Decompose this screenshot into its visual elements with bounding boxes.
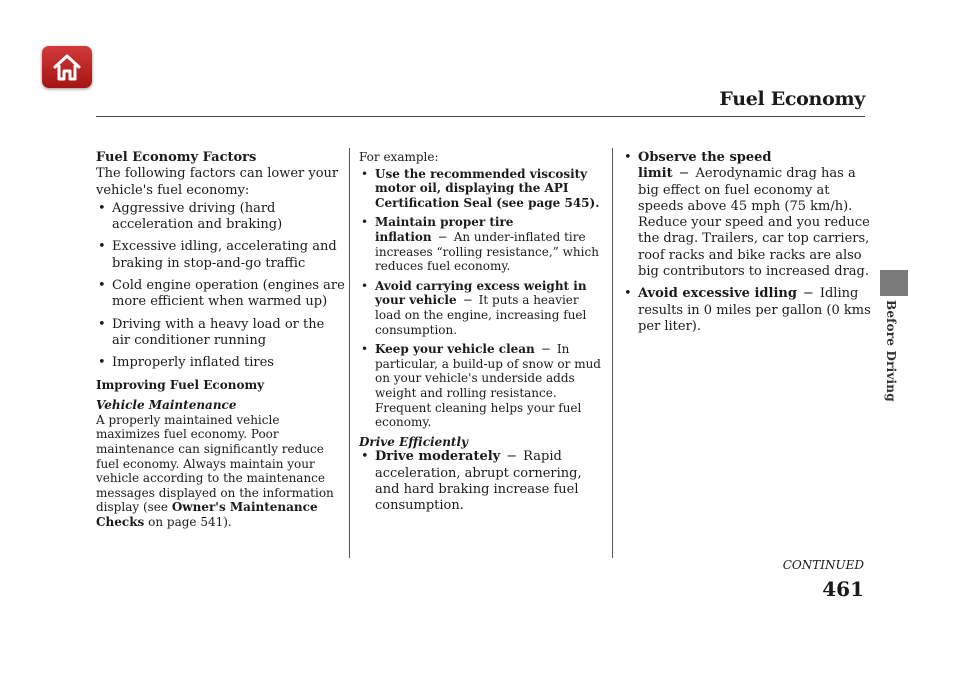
column-3: [622, 150, 872, 341]
tip-title: Drive moderately: [375, 449, 501, 465]
example-intro: For example:: [359, 150, 439, 164]
maintenance-text: A properly maintained vehicle maximizes fuel economy. Poor maintenance can significantly reduce fuel economy. Always maintain your vehicle according to the maintenance messages displayed on the information display (see: [96, 412, 334, 515]
list-item: • Driving with a heavy load or the air conditioner running: [96, 317, 346, 350]
factors-heading: Fuel Economy Factors: [96, 150, 257, 165]
list-item: [622, 286, 872, 335]
dash: −: [462, 293, 473, 308]
home-button[interactable]: [42, 46, 92, 88]
continued-label: CONTINUED: [782, 558, 864, 572]
dash: −: [540, 342, 551, 357]
column-2: [359, 150, 607, 519]
column-divider-2: [612, 148, 613, 558]
section-side-label: Before Driving: [884, 300, 898, 402]
dash: −: [506, 449, 518, 465]
maintenance-link[interactable]: Owner's Maintenance Checks: [96, 500, 318, 529]
list-item: [359, 342, 607, 430]
drive-list: [359, 449, 607, 514]
tip-title: Use the recommended viscosity motor oil, displaying the API Certification Seal (see page 545).: [375, 166, 600, 210]
tip-text: Rapid acceleration, abrupt cornering, and hard braking increase fuel consumption.: [375, 449, 582, 514]
tip-title: Avoid excessive idling: [638, 286, 797, 302]
tip-text: It puts a heavier load on the engine, increasing fuel consumption.: [375, 293, 587, 337]
tip-text: In particular, a build-up of snow or mud on your vehicle's underside adds weight and rolling resistance. Frequent cleaning helps your fuel economy.: [375, 342, 601, 430]
maintenance-tail: on page 541).: [148, 514, 232, 529]
tip-title: Avoid carrying excess weight in your vehicle: [375, 278, 587, 308]
dash: −: [802, 286, 814, 302]
speed-list: [622, 150, 872, 335]
tip-title: Maintain proper tire inflation: [375, 215, 514, 244]
list-item: • Cold engine operation (engines are more efficient when warmed up): [96, 278, 346, 311]
list-item: [622, 150, 872, 280]
tip-text: An under-inflated tire increases “rolling resistance,” which reduces fuel economy.: [375, 229, 599, 274]
list-item: [359, 215, 607, 273]
page-title: Fuel Economy: [719, 88, 865, 110]
list-item: [359, 449, 607, 514]
maintenance-paragraph: [96, 413, 346, 530]
tip-title: Observe the speed limit: [638, 150, 772, 182]
column-divider-1: [349, 148, 350, 558]
factors-intro: The following factors can lower your vehicle's fuel economy:: [96, 166, 339, 198]
improving-heading: Improving Fuel Economy: [96, 377, 265, 392]
home-icon: [51, 52, 83, 82]
maintenance-heading: Vehicle Maintenance: [96, 398, 237, 413]
list-item: [359, 279, 607, 337]
list-item: • Aggressive driving (hard acceleration and braking): [96, 201, 346, 234]
column-1: [96, 150, 346, 530]
list-item: • Improperly inflated tires: [96, 355, 346, 371]
tip-text: Aerodynamic drag has a big effect on fuel economy at speeds above 45 mph (75 km/h). Reduce your speed and you reduce the drag. Trailers, car top carriers, roof racks and bike racks are also big contributors to increased drag.: [638, 166, 870, 280]
dash: −: [437, 229, 448, 244]
title-divider: [96, 116, 865, 117]
page-number: 461: [822, 577, 864, 601]
list-item: • Excessive idling, accelerating and braking in stop-and-go traffic: [96, 239, 346, 272]
tip-text: Idling results in 0 miles per gallon (0 kms per liter).: [638, 286, 871, 334]
tips-list: [359, 167, 607, 430]
list-item: [359, 167, 607, 211]
dash: −: [678, 166, 690, 182]
tip-title: Keep your vehicle clean: [375, 342, 535, 357]
section-tab-marker: [880, 270, 908, 296]
drive-heading: Drive Efficiently: [359, 434, 469, 449]
factors-list: [96, 201, 346, 372]
